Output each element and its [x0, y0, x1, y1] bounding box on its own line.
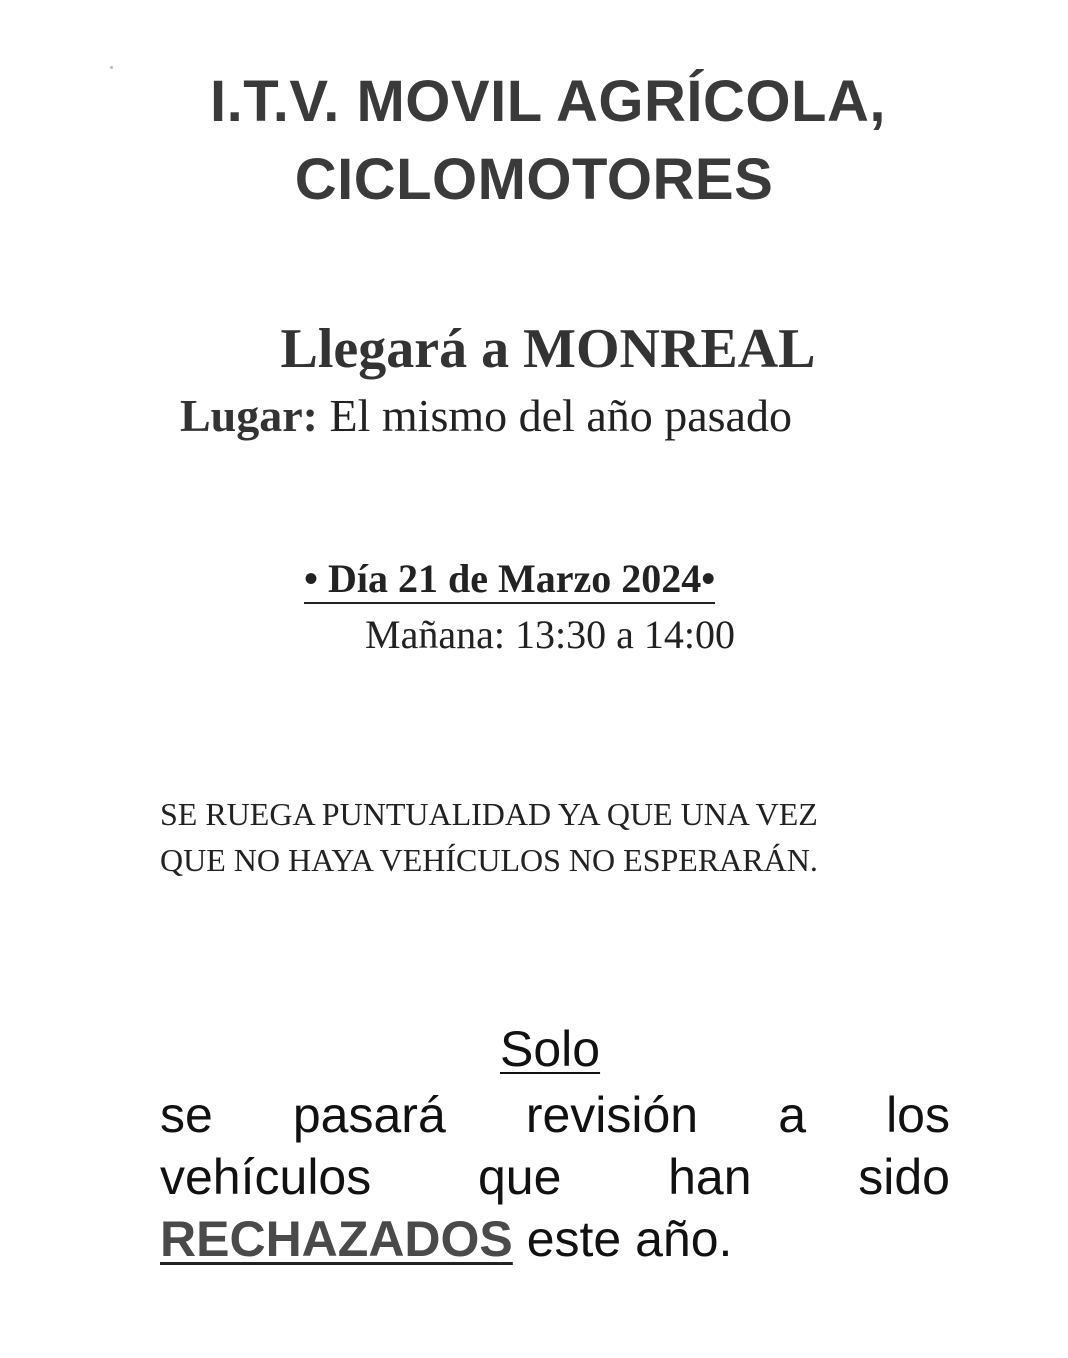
- condition-line-2: [160, 1148, 950, 1206]
- word: sido: [858, 1149, 950, 1205]
- time-line: Mañana: 13:30 a 14:00: [365, 612, 735, 657]
- word: se: [160, 1087, 213, 1143]
- word: que: [477, 1149, 562, 1205]
- place-label: Lugar:: [180, 390, 318, 441]
- word: los: [886, 1087, 950, 1143]
- word: a: [778, 1087, 806, 1143]
- notice-line-2: QUE NO HAYA VEHÍCULOS NO ESPERARÁN.: [160, 842, 818, 878]
- word: han: [668, 1149, 752, 1205]
- arrival-headline: Llegará a MONREAL: [280, 318, 816, 380]
- title-line-1: I.T.V. MOVIL AGRÍCOLA,: [210, 69, 886, 134]
- date-line: • Día 21 de Marzo 2024•: [304, 556, 715, 604]
- condition-line-3-rest: este año.: [512, 1211, 733, 1267]
- rejected-emphasis: RECHAZADOS: [160, 1211, 513, 1267]
- place-line: [180, 388, 792, 444]
- condition-line-1: [160, 1086, 950, 1144]
- word: vehículos: [160, 1149, 372, 1205]
- title-line-2: CICLOMOTORES: [294, 147, 774, 212]
- word: pasará: [292, 1087, 446, 1143]
- condition-line-3: [160, 1210, 732, 1268]
- place-value: El mismo del año pasado: [329, 390, 792, 441]
- solo-word: Solo: [500, 1021, 601, 1077]
- notice-line-1: SE RUEGA PUNTUALIDAD YA QUE UNA VEZ: [160, 796, 818, 832]
- word: revisión: [525, 1087, 699, 1143]
